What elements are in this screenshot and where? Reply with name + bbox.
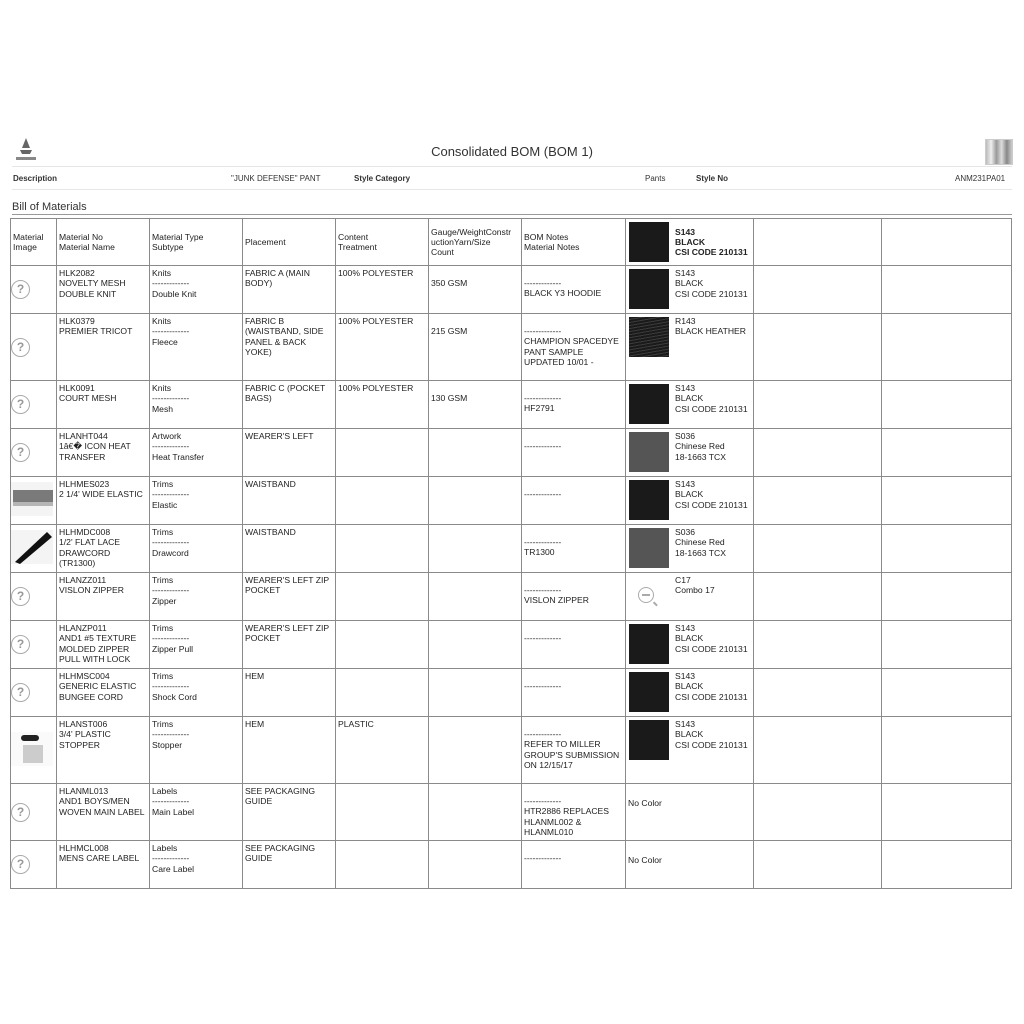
type-cell: Trims ------------- Zipper [150, 573, 243, 621]
stopper-photo [11, 732, 53, 766]
material-image-cell [11, 266, 57, 314]
gauge-cell [429, 477, 522, 525]
empty-cell [882, 381, 1012, 429]
empty-cell [882, 784, 1012, 841]
material-name: 1â€� ICON HEAT TRANSFER [59, 441, 131, 462]
type-cell: Labels ------------- Main Label [150, 784, 243, 841]
material-cell [57, 477, 150, 525]
color-swatch [629, 222, 669, 262]
table-row [11, 573, 1012, 621]
empty-cell [754, 841, 882, 889]
col-header-empty-2 [882, 219, 1012, 266]
type-cell: Labels ------------- Care Label [150, 841, 243, 889]
question-icon: ? [11, 587, 30, 606]
notes-cell: ------------- [522, 841, 626, 889]
material-name: AND1 #5 TEXTURE MOLDED ZIPPER PULL WITH LOCK [59, 633, 137, 664]
gauge-cell [429, 841, 522, 889]
material-cell [57, 429, 150, 477]
material-name: 2 1/4' WIDE ELASTIC [59, 489, 143, 500]
type-cell: Trims ------------- Drawcord [150, 525, 243, 573]
gauge-cell [429, 621, 522, 669]
style-category-label: Style Category [354, 174, 411, 183]
col-header-placement: Placement [243, 219, 336, 266]
question-icon: ? [11, 443, 30, 462]
material-image-cell [11, 841, 57, 889]
content-cell [336, 669, 429, 717]
material-name: VISLON ZIPPER [59, 585, 124, 596]
color-cell: S143 BLACK CSI CODE 210131 [626, 717, 754, 784]
placement-cell: HEM [243, 669, 336, 717]
placement-cell: SEE PACKAGING GUIDE [243, 841, 336, 889]
meta-divider [12, 189, 1012, 190]
gauge-cell [429, 669, 522, 717]
material-cell [57, 621, 150, 669]
type-cell: Trims ------------- Elastic [150, 477, 243, 525]
material-image-cell [11, 717, 57, 784]
col-header-gauge: Gauge/WeightConstr uctionYarn/Size Count [429, 219, 522, 266]
content-cell [336, 429, 429, 477]
content-cell: 100% POLYESTER [336, 381, 429, 429]
material-name: GENERIC ELASTIC BUNGEE CORD [59, 681, 137, 702]
placement-cell: FABRIC B (WAISTBAND, SIDE PANEL & BACK YOKE) [243, 314, 336, 381]
col-header-content: Content Treatment [336, 219, 429, 266]
placement-cell: FABRIC C (POCKET BAGS) [243, 381, 336, 429]
empty-cell [754, 573, 882, 621]
material-no: HLHMCL008 [59, 843, 109, 853]
notes-cell: ------------- CHAMPION SPACEDYE PANT SAMPLE UPDATED 10/01 - [522, 314, 626, 381]
material-no: HLANML013 [59, 786, 109, 796]
color-cell: C17 Combo 17 [626, 573, 754, 621]
empty-cell [754, 314, 882, 381]
empty-cell [754, 381, 882, 429]
material-no: HLHMSC004 [59, 671, 110, 681]
material-name: 1/2' FLAT LACE DRAWCORD (TR1300) [59, 537, 121, 568]
table-header-row [11, 219, 1012, 266]
material-no: HLANST006 [59, 719, 108, 729]
content-cell [336, 525, 429, 573]
question-icon: ? [11, 803, 30, 822]
col-header-material: Material No Material Name [57, 219, 150, 266]
material-name: AND1 BOYS/MEN WOVEN MAIN LABEL [59, 796, 145, 817]
placement-cell: WEARER'S LEFT [243, 429, 336, 477]
content-cell: PLASTIC [336, 717, 429, 784]
content-cell [336, 573, 429, 621]
material-image-cell [11, 784, 57, 841]
material-name: COURT MESH [59, 393, 117, 404]
material-image-cell [11, 621, 57, 669]
question-icon: ? [11, 635, 30, 654]
empty-cell [754, 621, 882, 669]
notes-cell: ------------- [522, 429, 626, 477]
notes-cell: ------------- [522, 621, 626, 669]
description-label: Description [13, 174, 58, 183]
content-cell [336, 841, 429, 889]
material-image-cell [11, 429, 57, 477]
elastic-photo [11, 482, 53, 516]
material-name: NOVELTY MESH DOUBLE KNIT [59, 278, 126, 299]
color-swatch [629, 384, 669, 424]
color-cell: S036 Chinese Red 18-1663 TCX [626, 429, 754, 477]
col-header-notes: BOM Notes Material Notes [522, 219, 626, 266]
placement-cell: SEE PACKAGING GUIDE [243, 784, 336, 841]
empty-cell [882, 314, 1012, 381]
notes-cell: ------------- [522, 477, 626, 525]
material-cell [57, 314, 150, 381]
empty-cell [754, 784, 882, 841]
notes-cell: ------------- REFER TO MILLER GROUP'S SUBMISSION ON 12/15/17 [522, 717, 626, 784]
type-cell: Knits ------------- Mesh [150, 381, 243, 429]
description-value: "JUNK DEFENSE" PANT [231, 174, 321, 183]
color-swatch [629, 480, 669, 520]
material-image-cell [11, 381, 57, 429]
material-no: HLANZZ011 [59, 575, 107, 585]
empty-cell [882, 573, 1012, 621]
material-name: PREMIER TRICOT [59, 326, 133, 337]
empty-cell [754, 525, 882, 573]
table-row [11, 669, 1012, 717]
material-name: 3/4' PLASTIC STOPPER [59, 729, 111, 750]
question-icon: ? [11, 855, 30, 874]
empty-cell [882, 841, 1012, 889]
drawcord-photo [11, 530, 53, 564]
section-divider [12, 214, 1012, 215]
empty-cell [882, 429, 1012, 477]
color-cell: S143 BLACK CSI CODE 210131 [626, 477, 754, 525]
gauge-cell: 350 GSM [429, 266, 522, 314]
question-icon: ? [11, 338, 30, 357]
question-icon: ? [11, 395, 30, 414]
table-row [11, 429, 1012, 477]
material-cell [57, 717, 150, 784]
type-cell: Trims ------------- Zipper Pull [150, 621, 243, 669]
gauge-cell [429, 525, 522, 573]
gauge-cell [429, 784, 522, 841]
empty-cell [754, 266, 882, 314]
empty-cell [882, 266, 1012, 314]
color-cell: No Color [626, 841, 754, 889]
content-cell [336, 621, 429, 669]
material-no: HLANZP011 [59, 623, 107, 633]
placement-cell: WEARER'S LEFT ZIP POCKET [243, 621, 336, 669]
content-cell: 100% POLYESTER [336, 266, 429, 314]
color-swatch [629, 528, 669, 568]
material-no: HLHMDC008 [59, 527, 111, 537]
empty-cell [882, 525, 1012, 573]
color-cell: S036 Chinese Red 18-1663 TCX [626, 525, 754, 573]
empty-cell [882, 621, 1012, 669]
empty-cell [882, 477, 1012, 525]
color-cell: R143 BLACK HEATHER [626, 314, 754, 381]
material-cell [57, 784, 150, 841]
type-cell: Trims ------------- Shock Cord [150, 669, 243, 717]
table-row [11, 477, 1012, 525]
empty-cell [882, 717, 1012, 784]
header-divider [12, 166, 1012, 167]
table-row [11, 621, 1012, 669]
color-swatch [629, 317, 669, 357]
placement-cell: WAISTBAND [243, 477, 336, 525]
material-name: MENS CARE LABEL [59, 853, 140, 864]
material-cell [57, 669, 150, 717]
material-no: HLK2082 [59, 268, 95, 278]
style-no-label: Style No [696, 174, 729, 183]
content-cell [336, 477, 429, 525]
col-header-color: S143 BLACK CSI CODE 210131 [626, 219, 754, 266]
material-image-cell [11, 573, 57, 621]
col-header-image: Material Image [11, 219, 57, 266]
empty-cell [754, 717, 882, 784]
type-cell: Trims ------------- Stopper [150, 717, 243, 784]
empty-cell [754, 429, 882, 477]
color-swatch [629, 720, 669, 760]
notes-cell: ------------- HF2791 [522, 381, 626, 429]
material-image-cell [11, 669, 57, 717]
material-cell [57, 266, 150, 314]
style-thumbnail [985, 139, 1013, 165]
material-image-cell [11, 314, 57, 381]
table-row [11, 314, 1012, 381]
placement-cell: FABRIC A (MAIN BODY) [243, 266, 336, 314]
content-cell: 100% POLYESTER [336, 314, 429, 381]
type-cell: Knits ------------- Fleece [150, 314, 243, 381]
style-no-value: ANM231PA01 [955, 174, 1006, 183]
gauge-cell [429, 429, 522, 477]
table-row [11, 841, 1012, 889]
placement-cell: WEARER'S LEFT ZIP POCKET [243, 573, 336, 621]
table-row [11, 381, 1012, 429]
table-row [11, 717, 1012, 784]
color-swatch [629, 624, 669, 664]
material-no: HLK0379 [59, 316, 95, 326]
col-header-empty-1 [754, 219, 882, 266]
col-header-type: Material Type Subtype [150, 219, 243, 266]
material-cell [57, 381, 150, 429]
gauge-cell [429, 573, 522, 621]
question-icon: ? [11, 683, 30, 702]
empty-cell [754, 477, 882, 525]
color-cell: S143 BLACK CSI CODE 210131 [626, 266, 754, 314]
type-cell: Knits ------------- Double Knit [150, 266, 243, 314]
material-no: HLANHT044 [59, 431, 108, 441]
table-row [11, 525, 1012, 573]
material-cell [57, 841, 150, 889]
style-category-value: Pants [645, 174, 666, 183]
bom-table [10, 218, 1012, 889]
page-title: Consolidated BOM (BOM 1) [431, 144, 593, 159]
content-cell [336, 784, 429, 841]
material-cell [57, 525, 150, 573]
color-cell: S143 BLACK CSI CODE 210131 [626, 381, 754, 429]
gauge-cell: 130 GSM [429, 381, 522, 429]
placement-cell: WAISTBAND [243, 525, 336, 573]
material-image-cell [11, 477, 57, 525]
placement-cell: HEM [243, 717, 336, 784]
notes-cell: ------------- [522, 669, 626, 717]
notes-cell: ------------- TR1300 [522, 525, 626, 573]
table-row [11, 784, 1012, 841]
material-cell [57, 573, 150, 621]
color-swatch [629, 432, 669, 472]
color-swatch [629, 269, 669, 309]
notes-cell: ------------- BLACK Y3 HOODIE [522, 266, 626, 314]
question-icon: ? [11, 280, 30, 299]
type-cell: Artwork ------------- Heat Transfer [150, 429, 243, 477]
color-swatch [629, 672, 669, 712]
gauge-cell: 215 GSM [429, 314, 522, 381]
empty-cell [882, 669, 1012, 717]
notes-cell: ------------- VISLON ZIPPER [522, 573, 626, 621]
table-row [11, 266, 1012, 314]
gauge-cell [429, 717, 522, 784]
color-cell: S143 BLACK CSI CODE 210131 [626, 621, 754, 669]
color-cell: S143 BLACK CSI CODE 210131 [626, 669, 754, 717]
color-cell: No Color [626, 784, 754, 841]
empty-cell [754, 669, 882, 717]
section-title: Bill of Materials [12, 201, 87, 213]
zoom-out-icon[interactable] [638, 587, 654, 603]
material-no: HLHMES023 [59, 479, 110, 489]
material-no: HLK0091 [59, 383, 95, 393]
notes-cell: ------------- HTR2886 REPLACES HLANML002 & HLANML010 [522, 784, 626, 841]
material-image-cell [11, 525, 57, 573]
